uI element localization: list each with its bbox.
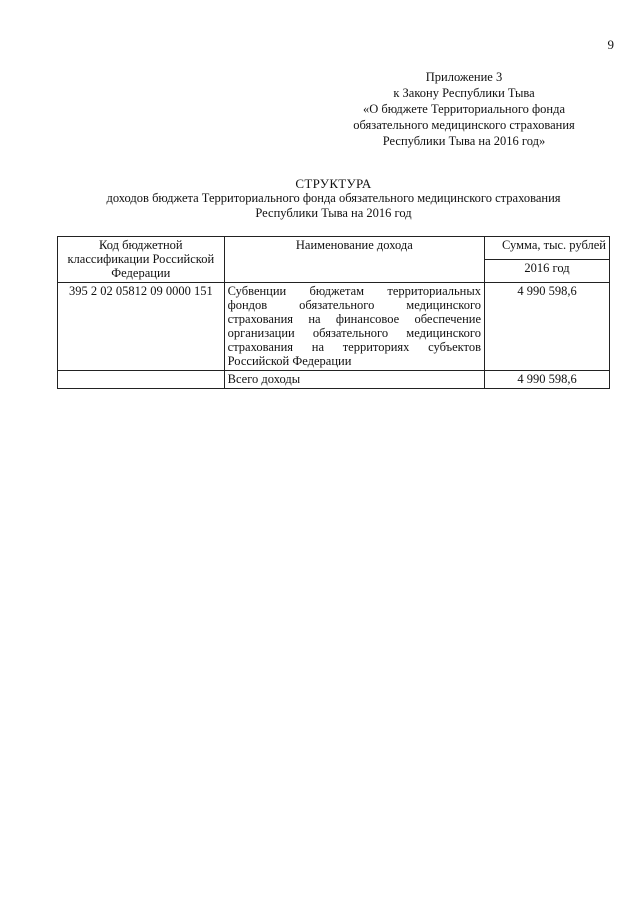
total-sum: 4 990 598,6 bbox=[485, 371, 610, 389]
table-header-row bbox=[58, 237, 610, 260]
appendix-line: Приложение 3 bbox=[425, 70, 503, 84]
total-code bbox=[58, 371, 225, 389]
header-code: Код бюджетной классификации Российской Федерации bbox=[58, 237, 225, 283]
table-row bbox=[58, 283, 610, 371]
document-title: СТРУКТУРА bbox=[295, 176, 372, 191]
row-name: Субвенции бюджетам территориальных фондов обязательного медицинского страхования на финансовое обеспечение организации обязательного медицинского страхования на территориях субъектов Российской Федерации bbox=[224, 283, 484, 371]
appendix-line: «О бюджете Территориального фонда bbox=[362, 102, 566, 116]
appendix-line: Республики Тыва на 2016 год» bbox=[382, 134, 546, 148]
page-number: 9 bbox=[607, 37, 614, 52]
total-label: Всего доходы bbox=[224, 371, 484, 389]
appendix-line: обязательного медицинского страхования bbox=[353, 118, 575, 132]
appendix-note bbox=[314, 69, 614, 149]
header-sum: Сумма, тыс. рублей bbox=[485, 237, 610, 260]
table-total-row bbox=[58, 371, 610, 389]
header-year: 2016 год bbox=[485, 260, 610, 283]
row-sum: 4 990 598,6 bbox=[485, 283, 610, 371]
document-subtitle-line: Республики Тыва на 2016 год bbox=[255, 206, 412, 220]
header-name: Наименование дохода bbox=[224, 237, 484, 283]
revenue-table bbox=[57, 236, 610, 389]
document-subtitle-line: доходов бюджета Территориального фонда обязательного медицинского страхования bbox=[106, 191, 561, 205]
document-heading bbox=[57, 176, 610, 221]
row-code: 395 2 02 05812 09 0000 151 bbox=[58, 283, 225, 371]
appendix-line: к Закону Республики Тыва bbox=[393, 86, 535, 100]
